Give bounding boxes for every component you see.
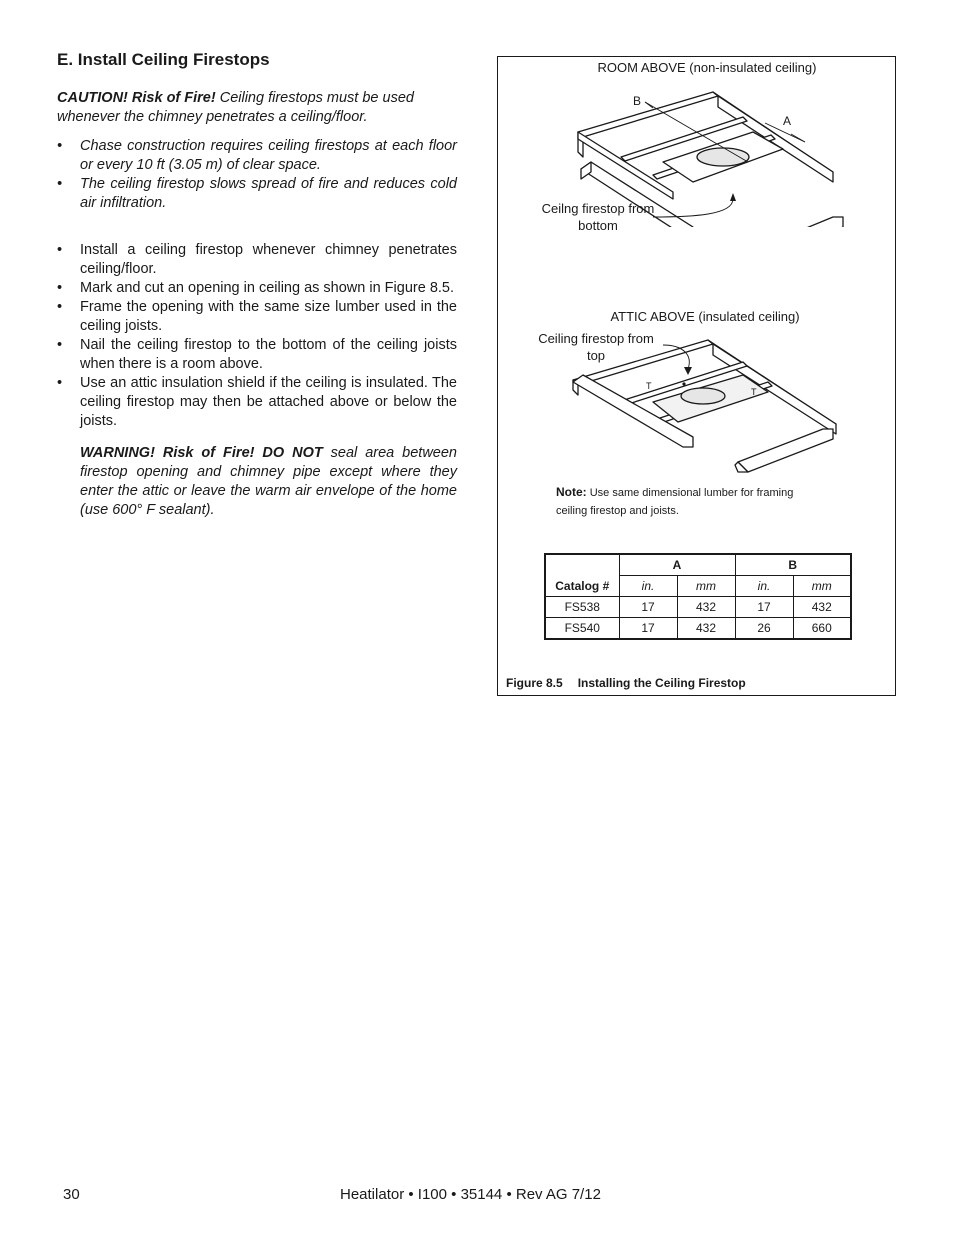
- bottom-label-line1: Ceilng firestop from: [541, 201, 655, 216]
- caution-label: CAUTION! Risk of Fire!: [57, 90, 216, 106]
- firestop-top-illustration: [568, 337, 868, 477]
- section-heading: E. Install Ceiling Firestops: [57, 50, 270, 69]
- note-line2: ceiling firestop and joists.: [556, 505, 679, 517]
- unit-header: mm: [793, 576, 851, 597]
- table-cell: 660: [793, 618, 851, 640]
- bottom-firestop-label: [534, 200, 662, 234]
- list-item: • Install a ceiling firestop whenever chimney penetrates ceiling/floor.: [57, 241, 457, 279]
- table-cell: 17: [735, 597, 793, 618]
- catalog-table: [544, 553, 852, 640]
- table-cell: FS538: [545, 597, 619, 618]
- unit-header: mm: [677, 576, 735, 597]
- warning-label: WARNING! Risk of Fire! DO NOT: [80, 445, 323, 461]
- unit-header: in.: [619, 576, 677, 597]
- framing-note: [556, 483, 846, 520]
- unit-header: in.: [735, 576, 793, 597]
- figure-8-5: [497, 56, 896, 696]
- top-label-line2: top: [586, 348, 606, 363]
- warning-paragraph: [57, 444, 457, 520]
- joist-t-label-1: T: [646, 381, 652, 391]
- caution-text: Ceiling firestops must be used whenever the chimney penetrates a ceiling/floor.: [57, 90, 414, 125]
- dimension-a-label: A: [783, 114, 792, 128]
- table-cell: 17: [619, 597, 677, 618]
- table-cell: 432: [677, 618, 735, 640]
- caution-notes-list: [57, 137, 457, 213]
- document-footer: Heatilator • I100 • 35144 • Rev AG 7/12: [340, 1186, 601, 1203]
- warning-text: seal area between firestop opening and chimney pipe except where they enter the attic or leave the warm air envelope of the home (use 600° F sealant).: [80, 445, 457, 518]
- table-cell: 432: [793, 597, 851, 618]
- list-item: • Nail the ceiling firestop to the bottom of the ceiling joists when there is a room above.: [57, 336, 457, 374]
- table-cell: FS540: [545, 618, 619, 640]
- col-a-header: A: [619, 554, 735, 576]
- list-item: • The ceiling firestop slows spread of fire and reduces cold air infiltration.: [57, 175, 457, 213]
- list-item: • Chase construction requires ceiling firestops at each floor or every 10 ft (3.05 m) of clear space.: [57, 137, 457, 175]
- caption-title: Installing the Ceiling Firestop: [577, 676, 746, 690]
- dimension-b-label: B: [633, 94, 642, 108]
- install-steps-list: [57, 241, 457, 431]
- page-number: 30: [63, 1186, 80, 1203]
- table-row: [545, 618, 851, 640]
- table-cell: 26: [735, 618, 793, 640]
- list-item: • Use an attic insulation shield if the ceiling is insulated. The ceiling firestop may then be attached above or below the joists.: [57, 374, 457, 431]
- note-line1: Use same dimensional lumber for framing: [586, 487, 794, 499]
- list-item: • Mark and cut an opening in ceiling as shown in Figure 8.5.: [57, 279, 457, 298]
- room-above-label: ROOM ABOVE (non-insulated ceiling): [597, 60, 817, 75]
- table-cell: 432: [677, 597, 735, 618]
- note-label: Note:: [556, 485, 587, 499]
- attic-above-label: ATTIC ABOVE (insulated ceiling): [610, 309, 800, 324]
- col-b-header: B: [735, 554, 851, 576]
- table-cell: 17: [619, 618, 677, 640]
- caption-number: Figure 8.5: [506, 676, 563, 690]
- figure-caption: [506, 676, 761, 690]
- list-item: • Frame the opening with the same size lumber used in the ceiling joists.: [57, 298, 457, 336]
- joist-t-label-2: T: [751, 387, 757, 397]
- table-row: [545, 597, 851, 618]
- left-column: [57, 50, 457, 520]
- bottom-label-line2: bottom: [578, 218, 618, 233]
- catalog-header: Catalog #: [545, 554, 619, 597]
- top-label-line1: Ceiling firestop from: [538, 331, 654, 346]
- caution-paragraph: [57, 89, 457, 127]
